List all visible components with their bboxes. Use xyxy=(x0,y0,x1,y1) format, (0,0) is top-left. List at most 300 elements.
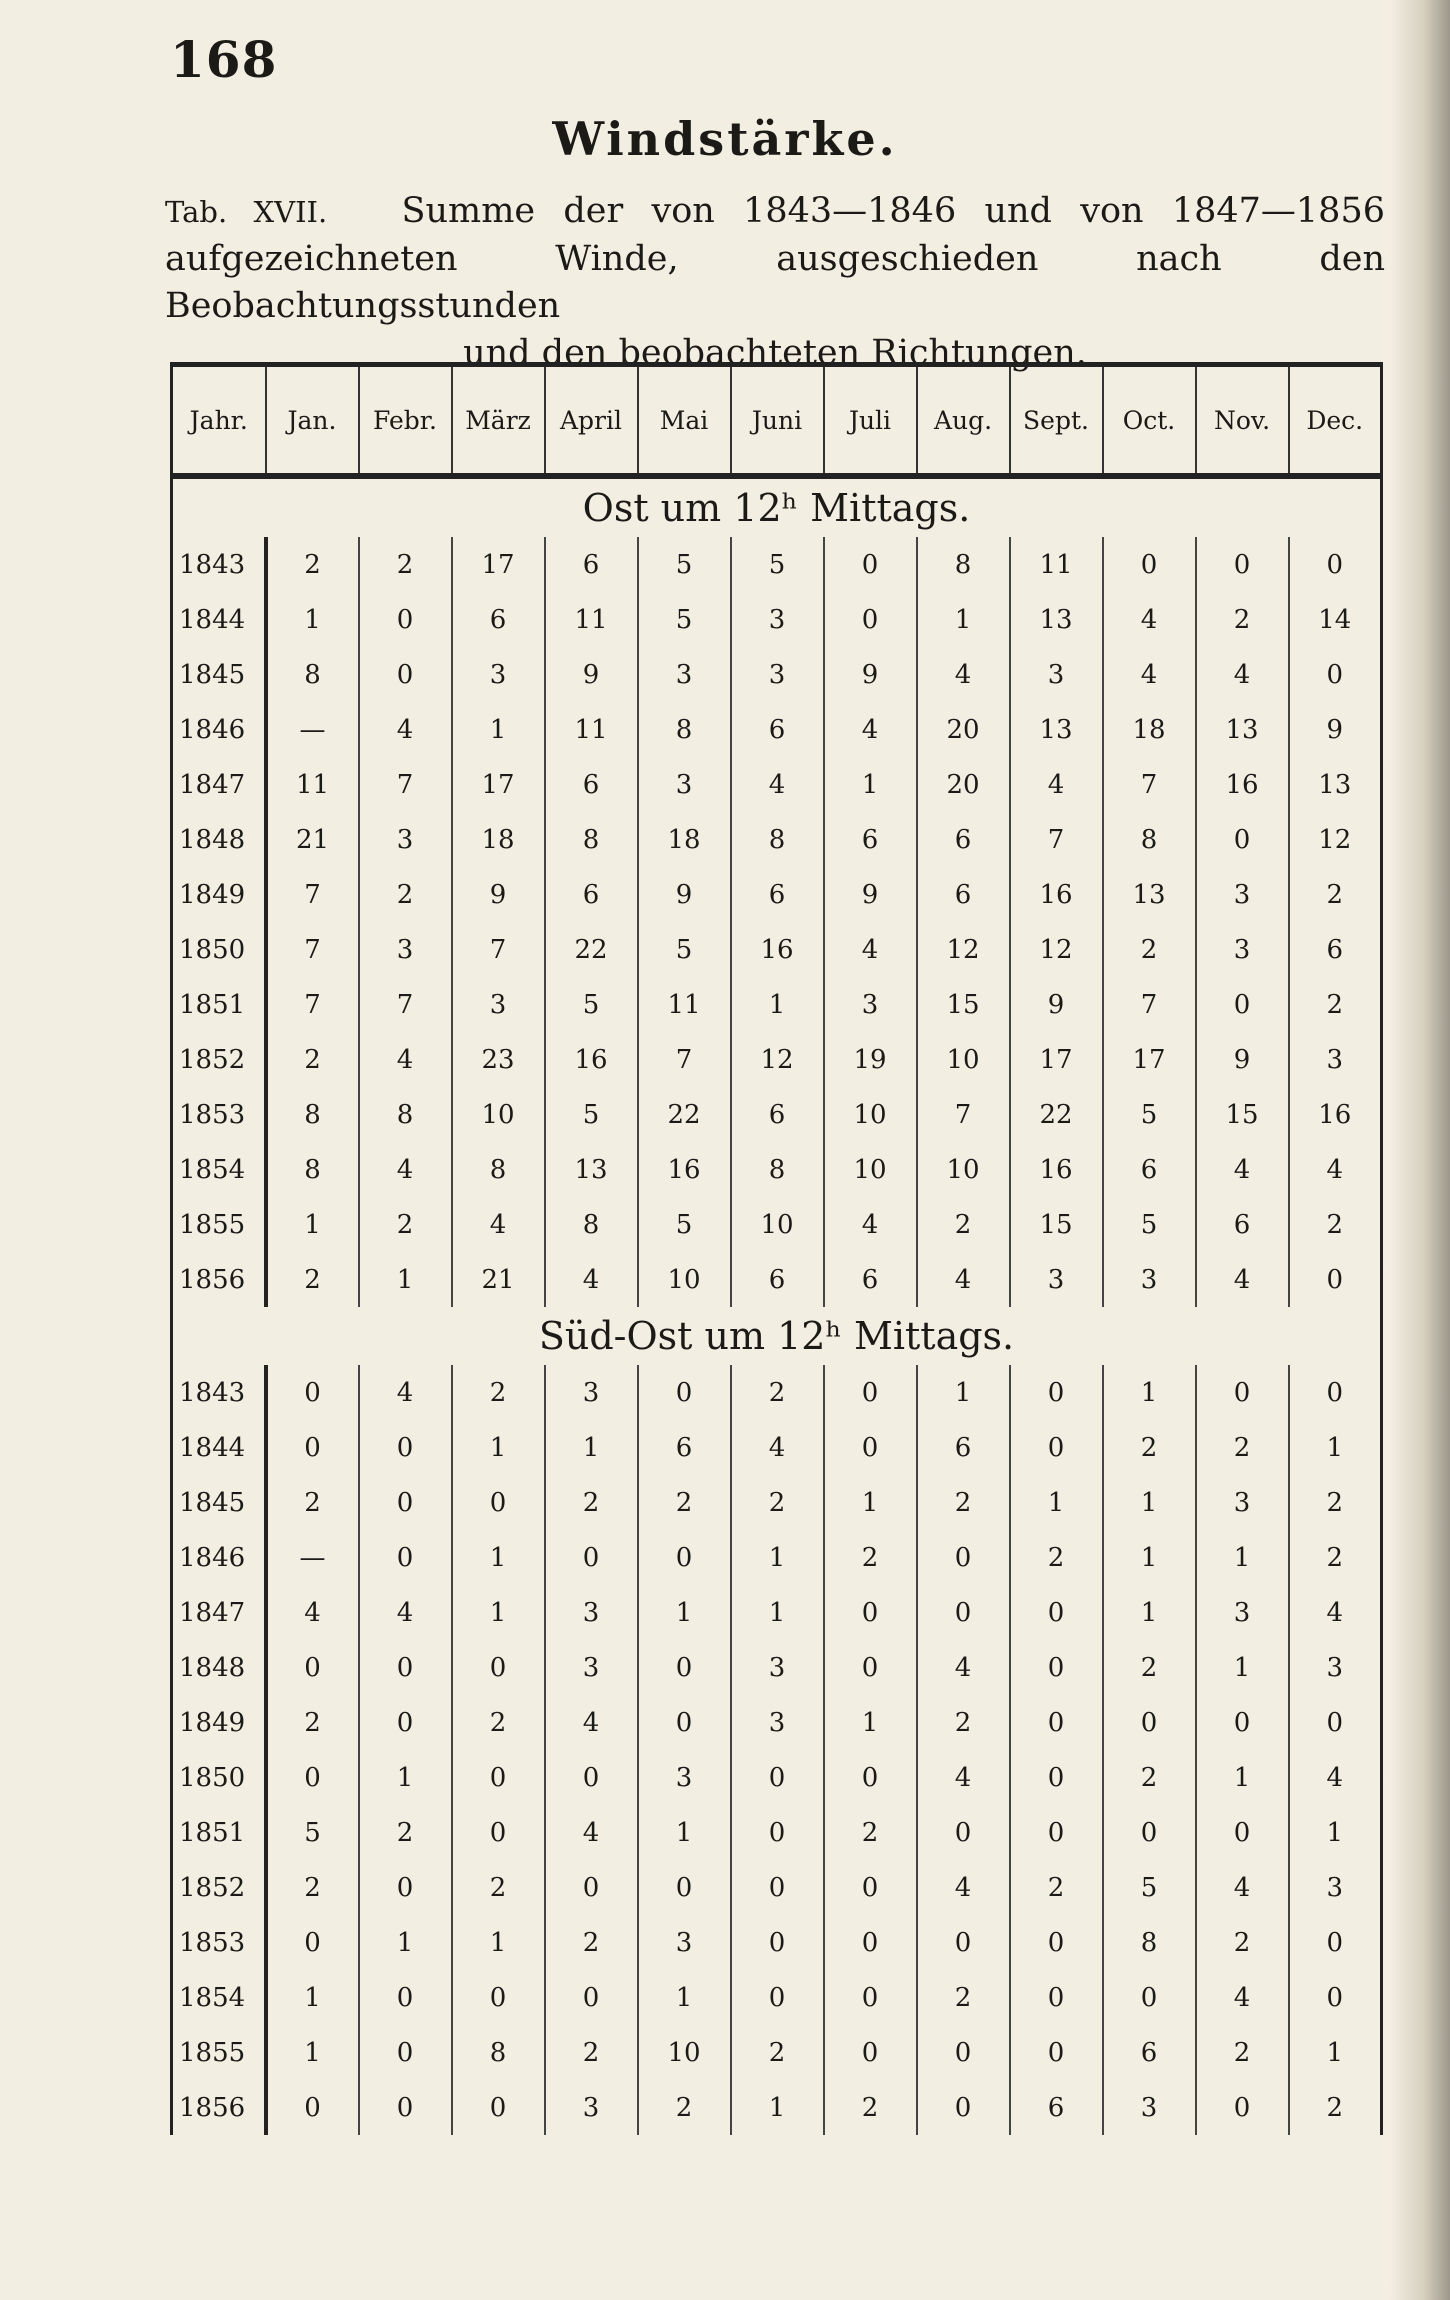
value-cell: 1 xyxy=(731,2080,824,2135)
value-cell: 2 xyxy=(1103,1750,1196,1805)
table-row xyxy=(172,1142,1382,1197)
value-cell: 3 xyxy=(452,977,545,1032)
value-cell: 1 xyxy=(824,1475,917,1530)
value-cell: 10 xyxy=(452,1087,545,1142)
table-row xyxy=(172,757,1382,812)
value-cell: 4 xyxy=(545,1805,638,1860)
value-cell: 4 xyxy=(1103,592,1196,647)
value-cell: 1 xyxy=(452,1420,545,1475)
value-cell: 2 xyxy=(824,1805,917,1860)
header-jun: Juni xyxy=(731,365,824,477)
value-cell: 2 xyxy=(452,1365,545,1420)
value-cell: 16 xyxy=(1010,1142,1103,1197)
value-cell: 6 xyxy=(1326,934,1344,965)
value-cell: 4 xyxy=(452,1197,545,1252)
value-cell: 1 xyxy=(359,1915,452,1970)
value-cell: 0 xyxy=(1196,2080,1289,2135)
value-cell: 0 xyxy=(1196,1365,1289,1420)
value-cell: 6 xyxy=(1103,1142,1196,1197)
value-cell: 8 xyxy=(917,537,1010,592)
value-cell: 7 xyxy=(266,867,359,922)
value-cell: 5 xyxy=(731,537,824,592)
value-cell: 1 xyxy=(452,1530,545,1585)
value-cell: 16 xyxy=(638,1142,731,1197)
value-cell: 2 xyxy=(359,1805,452,1860)
value-cell: 1 xyxy=(1196,1750,1289,1805)
value-cell: 0 xyxy=(1103,537,1196,592)
value-cell: 0 xyxy=(1010,2025,1103,2080)
value-cell: 2 xyxy=(638,1475,731,1530)
value-cell: 3 xyxy=(731,647,824,702)
year-cell: 1847 xyxy=(172,757,266,812)
year-cell: 1848 xyxy=(172,812,266,867)
value-cell: 7 xyxy=(1010,812,1103,867)
value-cell: 3 xyxy=(452,647,545,702)
value-cell: 0 xyxy=(452,2080,545,2135)
value-cell: 0 xyxy=(1326,1927,1344,1958)
value-cell: 8 xyxy=(266,1087,359,1142)
page-title: Windstärke. xyxy=(552,112,898,166)
value-cell: 6 xyxy=(545,537,638,592)
value-cell: 6 xyxy=(1103,2025,1196,2080)
value-cell: 0 xyxy=(824,1915,917,1970)
value-cell: 12 xyxy=(1318,824,1352,855)
value-cell: 0 xyxy=(824,1640,917,1695)
header-may: Mai xyxy=(638,365,731,477)
value-cell: 10 xyxy=(638,1252,731,1307)
value-cell: 6 xyxy=(731,1252,824,1307)
table-row xyxy=(172,537,1382,592)
table-row xyxy=(172,1860,1382,1915)
value-cell: 2 xyxy=(1103,1420,1196,1475)
year-cell: 1855 xyxy=(172,1197,266,1252)
value-cell: 4 xyxy=(266,1585,359,1640)
value-cell: 12 xyxy=(917,922,1010,977)
value-cell: 17 xyxy=(1103,1032,1196,1087)
value-cell: 0 xyxy=(1010,1915,1103,1970)
table-row xyxy=(172,1750,1382,1805)
value-cell: 0 xyxy=(266,2080,359,2135)
value-cell: 13 xyxy=(1010,592,1103,647)
table-row xyxy=(172,812,1382,867)
value-cell: 0 xyxy=(731,1805,824,1860)
value-cell: 2 xyxy=(1010,1530,1103,1585)
year-cell: 1856 xyxy=(172,1252,266,1307)
value-cell: 4 xyxy=(1196,647,1289,702)
value-cell: 22 xyxy=(1010,1087,1103,1142)
value-cell: 0 xyxy=(266,1915,359,1970)
table-row xyxy=(172,702,1382,757)
value-cell: 1 xyxy=(266,2025,359,2080)
year-cell: 1843 xyxy=(172,1365,266,1420)
value-cell: 2 xyxy=(1326,989,1344,1020)
value-cell: 4 xyxy=(917,1750,1010,1805)
value-cell: 1 xyxy=(1196,1640,1289,1695)
value-cell: 0 xyxy=(1103,1805,1196,1860)
value-cell: 0 xyxy=(824,1970,917,2025)
value-cell: 4 xyxy=(1196,1970,1289,2025)
value-cell: 3 xyxy=(638,1915,731,1970)
year-cell: 1852 xyxy=(172,1032,266,1087)
value-cell: 0 xyxy=(359,1970,452,2025)
value-cell: 2 xyxy=(359,867,452,922)
value-cell: 4 xyxy=(545,1252,638,1307)
value-cell: 0 xyxy=(1196,537,1289,592)
value-cell: 0 xyxy=(545,1970,638,2025)
value-cell: 21 xyxy=(266,812,359,867)
value-cell: 0 xyxy=(359,2080,452,2135)
value-cell: 0 xyxy=(638,1530,731,1585)
value-cell: 1 xyxy=(359,1252,452,1307)
value-cell: 8 xyxy=(545,812,638,867)
table-row xyxy=(172,1695,1382,1750)
value-cell: 2 xyxy=(731,1475,824,1530)
value-cell: 4 xyxy=(917,647,1010,702)
value-cell: 2 xyxy=(731,2025,824,2080)
value-cell: 10 xyxy=(638,2025,731,2080)
value-cell: 3 xyxy=(1010,1252,1103,1307)
value-cell: 4 xyxy=(731,757,824,812)
value-cell: 2 xyxy=(1196,2025,1289,2080)
table-row xyxy=(172,2025,1382,2080)
year-cell: 1852 xyxy=(172,1860,266,1915)
table-row xyxy=(172,1915,1382,1970)
section-title: Ost um 12ʰ Mittags. xyxy=(582,486,971,530)
section-title: Süd-Ost um 12ʰ Mittags. xyxy=(538,1314,1015,1358)
value-cell: 3 xyxy=(1196,922,1289,977)
value-cell: 7 xyxy=(359,977,452,1032)
value-cell: 14 xyxy=(1318,604,1352,635)
value-cell: 13 xyxy=(1010,702,1103,757)
table-row xyxy=(172,592,1382,647)
table-caption xyxy=(165,188,1385,377)
value-cell: 20 xyxy=(917,702,1010,757)
value-cell: 3 xyxy=(1326,1652,1344,1683)
value-cell: 17 xyxy=(1010,1032,1103,1087)
value-cell: 6 xyxy=(731,1087,824,1142)
value-cell: 0 xyxy=(1326,1707,1344,1738)
value-cell: 0 xyxy=(359,1860,452,1915)
value-cell: 10 xyxy=(731,1197,824,1252)
year-cell: 1851 xyxy=(172,1805,266,1860)
value-cell: 20 xyxy=(917,757,1010,812)
caption-text-line3: und den beobachteten Richtungen. xyxy=(463,333,1087,373)
table-row xyxy=(172,1365,1382,1420)
value-cell: 2 xyxy=(1326,1542,1344,1573)
value-cell: 22 xyxy=(545,922,638,977)
value-cell: 3 xyxy=(1196,1585,1289,1640)
value-cell: 2 xyxy=(824,1530,917,1585)
wind-table xyxy=(170,362,1383,2135)
value-cell: 7 xyxy=(1103,757,1196,812)
value-cell: — xyxy=(266,702,359,757)
value-cell: 1 xyxy=(452,1915,545,1970)
year-cell: 1845 xyxy=(172,1475,266,1530)
value-cell: 9 xyxy=(1326,714,1344,745)
value-cell: 4 xyxy=(1196,1860,1289,1915)
value-cell: 1 xyxy=(1010,1475,1103,1530)
value-cell: 9 xyxy=(452,867,545,922)
value-cell: 0 xyxy=(359,1530,452,1585)
value-cell: 4 xyxy=(824,702,917,757)
value-cell: 0 xyxy=(452,1970,545,2025)
header-sep: Sept. xyxy=(1010,365,1103,477)
value-cell: 0 xyxy=(1010,1420,1103,1475)
value-cell: 0 xyxy=(1326,1264,1344,1295)
table-row xyxy=(172,647,1382,702)
page-number: 168 xyxy=(170,30,278,89)
value-cell: 2 xyxy=(545,1915,638,1970)
value-cell: 4 xyxy=(824,922,917,977)
table-row xyxy=(172,1530,1382,1585)
table-row xyxy=(172,1032,1382,1087)
value-cell: 17 xyxy=(452,757,545,812)
value-cell: 3 xyxy=(638,647,731,702)
table-row xyxy=(172,1197,1382,1252)
value-cell: 6 xyxy=(917,812,1010,867)
value-cell: 3 xyxy=(1103,2080,1196,2135)
value-cell: 7 xyxy=(266,922,359,977)
value-cell: 1 xyxy=(638,1585,731,1640)
value-cell: 9 xyxy=(1196,1032,1289,1087)
value-cell: 4 xyxy=(1326,1762,1344,1793)
value-cell: 0 xyxy=(1010,1640,1103,1695)
value-cell: 7 xyxy=(638,1032,731,1087)
value-cell: 0 xyxy=(359,1695,452,1750)
table-row xyxy=(172,1640,1382,1695)
value-cell: 0 xyxy=(452,1805,545,1860)
value-cell: 3 xyxy=(359,812,452,867)
value-cell: 0 xyxy=(266,1750,359,1805)
value-cell: 2 xyxy=(545,2025,638,2080)
value-cell: 0 xyxy=(266,1365,359,1420)
value-cell: 0 xyxy=(824,1860,917,1915)
value-cell: 2 xyxy=(266,1860,359,1915)
value-cell: — xyxy=(266,1530,359,1585)
value-cell: 3 xyxy=(1103,1252,1196,1307)
value-cell: 1 xyxy=(731,1530,824,1585)
value-cell: 2 xyxy=(638,2080,731,2135)
value-cell: 10 xyxy=(824,1087,917,1142)
value-cell: 19 xyxy=(824,1032,917,1087)
value-cell: 1 xyxy=(917,1365,1010,1420)
value-cell: 0 xyxy=(824,537,917,592)
value-cell: 3 xyxy=(638,757,731,812)
value-cell: 1 xyxy=(359,1750,452,1805)
value-cell: 0 xyxy=(731,1750,824,1805)
value-cell: 7 xyxy=(266,977,359,1032)
value-cell: 3 xyxy=(545,1585,638,1640)
value-cell: 1 xyxy=(266,592,359,647)
value-cell: 0 xyxy=(1103,1970,1196,2025)
header-feb: Febr. xyxy=(359,365,452,477)
header-oct: Oct. xyxy=(1103,365,1196,477)
value-cell: 2 xyxy=(1196,1915,1289,1970)
value-cell: 2 xyxy=(359,1197,452,1252)
value-cell: 2 xyxy=(1196,592,1289,647)
year-cell: 1853 xyxy=(172,1915,266,1970)
table-row xyxy=(172,1475,1382,1530)
header-nov: Nov. xyxy=(1196,365,1289,477)
value-cell: 0 xyxy=(731,1915,824,1970)
value-cell: 18 xyxy=(1103,702,1196,757)
year-cell: 1851 xyxy=(172,977,266,1032)
value-cell: 0 xyxy=(359,2025,452,2080)
value-cell: 6 xyxy=(638,1420,731,1475)
value-cell: 17 xyxy=(452,537,545,592)
value-cell: 4 xyxy=(917,1860,1010,1915)
value-cell: 0 xyxy=(638,1860,731,1915)
value-cell: 6 xyxy=(545,867,638,922)
value-cell: 6 xyxy=(452,592,545,647)
value-cell: 7 xyxy=(917,1087,1010,1142)
value-cell: 21 xyxy=(452,1252,545,1307)
value-cell: 11 xyxy=(1010,537,1103,592)
value-cell: 1 xyxy=(824,757,917,812)
value-cell: 8 xyxy=(266,1142,359,1197)
value-cell: 1 xyxy=(545,1420,638,1475)
table-row xyxy=(172,1252,1382,1307)
table-row xyxy=(172,922,1382,977)
value-cell: 0 xyxy=(917,2025,1010,2080)
value-cell: 0 xyxy=(917,1915,1010,1970)
value-cell: 2 xyxy=(266,1032,359,1087)
table-row xyxy=(172,1087,1382,1142)
value-cell: 6 xyxy=(824,812,917,867)
value-cell: 0 xyxy=(1326,1982,1344,2013)
value-cell: 2 xyxy=(917,1475,1010,1530)
value-cell: 3 xyxy=(824,977,917,1032)
value-cell: 4 xyxy=(917,1640,1010,1695)
value-cell: 4 xyxy=(1326,1154,1344,1185)
value-cell: 0 xyxy=(731,1970,824,2025)
value-cell: 2 xyxy=(266,1695,359,1750)
value-cell: 0 xyxy=(824,2025,917,2080)
value-cell: 8 xyxy=(638,702,731,757)
book-spine-shadow xyxy=(1390,0,1450,2300)
value-cell: 0 xyxy=(917,1530,1010,1585)
value-cell: 0 xyxy=(359,592,452,647)
value-cell: 4 xyxy=(545,1695,638,1750)
value-cell: 2 xyxy=(1103,922,1196,977)
value-cell: 0 xyxy=(1010,1805,1103,1860)
year-cell: 1845 xyxy=(172,647,266,702)
value-cell: 0 xyxy=(452,1475,545,1530)
value-cell: 0 xyxy=(917,2080,1010,2135)
value-cell: 23 xyxy=(452,1032,545,1087)
value-cell: 2 xyxy=(1326,2092,1344,2123)
value-cell: 4 xyxy=(359,702,452,757)
value-cell: 1 xyxy=(1196,1530,1289,1585)
header-apr: April xyxy=(545,365,638,477)
value-cell: 0 xyxy=(824,1420,917,1475)
year-cell: 1843 xyxy=(172,537,266,592)
value-cell: 0 xyxy=(1326,659,1344,690)
value-cell: 8 xyxy=(1103,812,1196,867)
value-cell: 2 xyxy=(917,1197,1010,1252)
value-cell: 9 xyxy=(824,647,917,702)
year-cell: 1849 xyxy=(172,1695,266,1750)
value-cell: 1 xyxy=(731,977,824,1032)
value-cell: 3 xyxy=(731,1695,824,1750)
year-cell: 1844 xyxy=(172,592,266,647)
value-cell: 1 xyxy=(1103,1475,1196,1530)
value-cell: 10 xyxy=(917,1142,1010,1197)
value-cell: 8 xyxy=(731,1142,824,1197)
value-cell: 0 xyxy=(824,1750,917,1805)
value-cell: 0 xyxy=(917,1805,1010,1860)
value-cell: 1 xyxy=(452,702,545,757)
value-cell: 12 xyxy=(731,1032,824,1087)
value-cell: 3 xyxy=(545,1365,638,1420)
value-cell: 2 xyxy=(917,1695,1010,1750)
value-cell: 4 xyxy=(359,1032,452,1087)
value-cell: 2 xyxy=(266,1252,359,1307)
value-cell: 4 xyxy=(824,1197,917,1252)
value-cell: 6 xyxy=(917,1420,1010,1475)
value-cell: 3 xyxy=(638,1750,731,1805)
value-cell: 0 xyxy=(824,1585,917,1640)
value-cell: 8 xyxy=(452,1142,545,1197)
value-cell: 5 xyxy=(545,977,638,1032)
value-cell: 18 xyxy=(638,812,731,867)
year-cell: 1850 xyxy=(172,1750,266,1805)
value-cell: 0 xyxy=(1103,1695,1196,1750)
value-cell: 8 xyxy=(1103,1915,1196,1970)
value-cell: 11 xyxy=(638,977,731,1032)
value-cell: 9 xyxy=(545,647,638,702)
value-cell: 7 xyxy=(359,757,452,812)
value-cell: 6 xyxy=(917,867,1010,922)
value-cell: 13 xyxy=(1103,867,1196,922)
header-year: Jahr. xyxy=(172,365,266,477)
value-cell: 7 xyxy=(1103,977,1196,1032)
value-cell: 2 xyxy=(824,2080,917,2135)
value-cell: 5 xyxy=(1103,1860,1196,1915)
value-cell: 8 xyxy=(731,812,824,867)
table-row xyxy=(172,1970,1382,2025)
year-cell: 1848 xyxy=(172,1640,266,1695)
value-cell: 0 xyxy=(545,1530,638,1585)
value-cell: 4 xyxy=(917,1252,1010,1307)
value-cell: 5 xyxy=(545,1087,638,1142)
header-mar: März xyxy=(452,365,545,477)
value-cell: 0 xyxy=(1196,1695,1289,1750)
value-cell: 4 xyxy=(359,1585,452,1640)
value-cell: 3 xyxy=(545,2080,638,2135)
value-cell: 0 xyxy=(917,1585,1010,1640)
table-row xyxy=(172,1585,1382,1640)
value-cell: 6 xyxy=(824,1252,917,1307)
value-cell: 22 xyxy=(638,1087,731,1142)
value-cell: 0 xyxy=(359,1475,452,1530)
value-cell: 5 xyxy=(638,537,731,592)
value-cell: 2 xyxy=(545,1475,638,1530)
value-cell: 0 xyxy=(359,647,452,702)
header-row xyxy=(172,365,1382,477)
value-cell: 2 xyxy=(1326,879,1344,910)
value-cell: 12 xyxy=(1010,922,1103,977)
value-cell: 0 xyxy=(1196,1805,1289,1860)
value-cell: 11 xyxy=(545,592,638,647)
value-cell: 3 xyxy=(1326,1872,1344,1903)
section-header-row xyxy=(172,1307,1382,1365)
value-cell: 1 xyxy=(266,1970,359,2025)
value-cell: 15 xyxy=(1196,1087,1289,1142)
value-cell: 9 xyxy=(638,867,731,922)
value-cell: 7 xyxy=(452,922,545,977)
value-cell: 8 xyxy=(266,647,359,702)
